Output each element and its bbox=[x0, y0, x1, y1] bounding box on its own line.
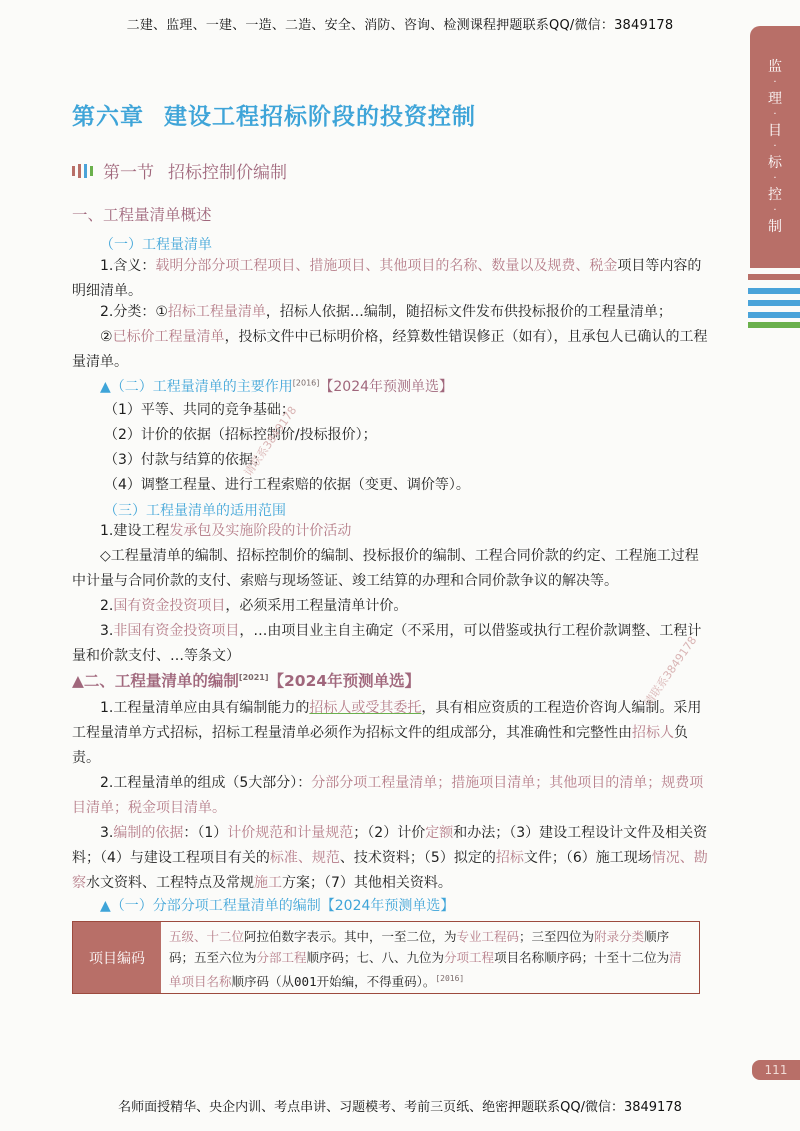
list-item: （3）付款与结算的依据； bbox=[104, 452, 267, 468]
side-char: 目 bbox=[768, 123, 782, 139]
decor-stripe bbox=[748, 288, 800, 294]
scope-paragraph-3: 3.非国有资金投资项目，…由项目业主自主确定（不采用，可以借鉴或执行工程价款调整、工程计量和价款支付、…等条文） bbox=[72, 623, 702, 664]
heading-2: ▲二、工程量清单的编制[2021]【2024年预测单选】 bbox=[72, 672, 421, 690]
decor-stripe bbox=[748, 300, 800, 306]
decor-stripe bbox=[748, 322, 800, 328]
decor-stripe bbox=[748, 274, 800, 280]
composition-paragraph: 2.工程量清单的组成（5大部分）：分部分项工程量清单；措施项目清单；其他项目的清单；规费项目清单；税金项目清单。 bbox=[72, 775, 704, 816]
section-number: 第一节 bbox=[103, 163, 154, 183]
side-char: 理 bbox=[768, 91, 782, 107]
compilation-paragraph: 1.工程量清单应由具有编制能力的招标人或受其委托，具有相应资质的工程造价咨询人编制。采用工程量清单方式招标，招标工程量清单必须作为招标文件的组成部分，其准确性和完整性由招标人负责。 bbox=[72, 700, 702, 766]
list-item: （4）调整工程量、进行工程索赔的依据（变更、调价等）。 bbox=[104, 477, 470, 493]
heading-1-1: （一）工程量清单 bbox=[100, 237, 212, 253]
side-tab: 监 · 理 · 目 · 标 · 控 · 制 bbox=[750, 26, 800, 268]
uses-list bbox=[104, 398, 704, 498]
side-char: 控 bbox=[768, 187, 782, 203]
code-box bbox=[72, 921, 700, 994]
section-bars-icon bbox=[72, 164, 93, 178]
heading-1: 一、工程量清单概述 bbox=[72, 206, 212, 224]
heading-2-1: ▲（一）分部分项工程量清单的编制【2024年预测单选】 bbox=[100, 898, 455, 914]
basis-paragraph: 3.编制的依据：（1）计价规范和计量规范；（2）计价定额和办法；（3）建设工程设计文件及相关资料；（4）与建设工程项目有关的标准、规范、技术资料；（5）拟定的招标文件；（6）施工现场情况、勘察水文资料、工程特点及常规施工方案；（7）其他相关资料。 bbox=[72, 825, 708, 891]
list-item: （2）计价的依据（招标控制价/投标报价）； bbox=[104, 427, 377, 443]
decor-stripe bbox=[748, 312, 800, 318]
footer-banner: 名师面授精华、央企内训、考点串讲、习题模考、考前三页纸、绝密押题联系QQ/微信：3849178 bbox=[118, 1100, 682, 1115]
scope-paragraph-2: 2.国有资金投资项目，必须采用工程量清单计价。 bbox=[100, 598, 408, 614]
section-heading bbox=[72, 158, 287, 183]
chapter-name: 建设工程招标阶段的投资控制 bbox=[164, 104, 476, 130]
watermark: 请联系3849178 bbox=[241, 403, 300, 479]
side-char: 标 bbox=[768, 155, 782, 171]
list-item: （1）平等、共同的竞争基础； bbox=[104, 402, 295, 418]
definition-paragraph: 1.含义：载明分部分项工程项目、措施项目、其他项目的名称、数量以及规费、税金项目等内容的明细清单。 bbox=[72, 258, 702, 299]
page-number: 111 bbox=[752, 1060, 800, 1080]
classification-paragraph: 2.分类：①招标工程量清单，招标人依据…编制，随招标文件发布供投标报价的工程量清单； bbox=[100, 304, 672, 320]
scope-paragraph: 1.建设工程发承包及实施阶段的计价活动 bbox=[100, 523, 352, 539]
side-char: 监 bbox=[768, 59, 782, 75]
side-char: 制 bbox=[768, 219, 782, 235]
classification-paragraph-2: ②已标价工程量清单，投标文件中已标明价格，经算数性错误修正（如有），且承包人已确认的工程量清单。 bbox=[72, 329, 708, 370]
scope-note: ◇工程量清单的编制、招标控制价的编制、投标报价的编制、工程合同价款的约定、工程施工过程中计量与合同价款的支付、索赔与现场签证、竣工结算的办理和合同价款争议的解决等。 bbox=[72, 548, 699, 589]
header-banner: 二建、监理、一建、一造、二造、安全、消防、咨询、检测课程押题联系QQ/微信：3849178 bbox=[126, 18, 674, 33]
code-box-text: 五级、十二位阿拉伯数字表示。其中，一至二位，为专业工程码；三至四位为附录分类顺序码；五至六位为分部工程顺序码；七、八、九位为分项工程项目名称顺序码；十至十二位为清单项目名称顺序码（从001开始编，不得重码）。[2016] bbox=[169, 929, 682, 990]
section-name: 招标控制价编制 bbox=[168, 163, 287, 183]
section-title bbox=[103, 158, 287, 183]
code-box-label: 项目编码 bbox=[73, 922, 161, 993]
watermark: 请联系3849178 bbox=[641, 633, 700, 709]
chapter-number: 第六章 bbox=[72, 104, 144, 130]
heading-1-2: ▲（二）工程量清单的主要作用[2016]【2024年预测单选】 bbox=[100, 378, 454, 395]
chapter-title bbox=[72, 98, 476, 131]
heading-1-3: （三）工程量清单的适用范围 bbox=[104, 503, 286, 519]
